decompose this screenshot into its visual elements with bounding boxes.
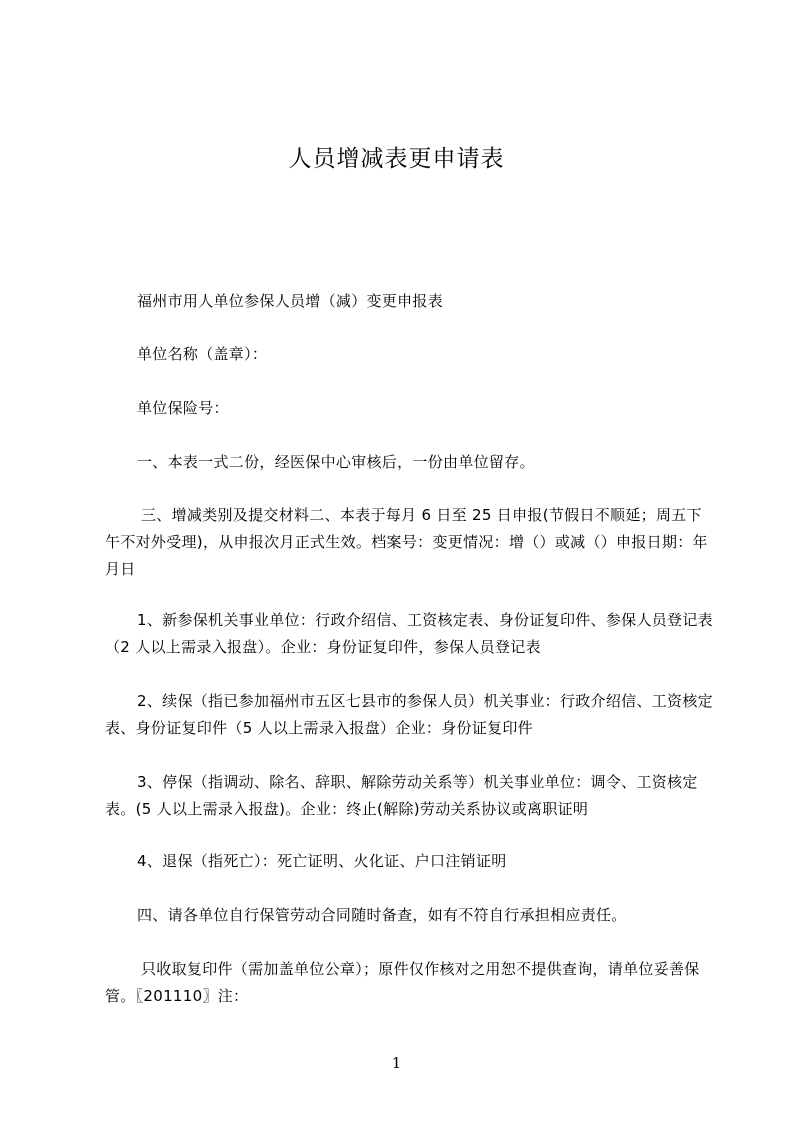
page-number: 1 [391,1054,402,1072]
list-item: 4、退保（指死亡）：死亡证明、火化证、户口注销证明 [137,852,507,870]
page-title: 人员增减表更申请表 [288,146,505,172]
list-item: 3、停保（指调动、除名、辞职、解除劳动关系等）机关事业单位：调令、工资核定表。(5 人以上需录入报盘)。企业：终止(解除)劳动关系协议或离职证明 [105,773,698,818]
note-paragraph: 一、本表一式二份，经医保中心审核后，一份由单位留存。 [137,453,535,471]
list-item: 1、新参保机关事业单位：行政介绍信、工资核定表、身份证复印件、参保人员登记表（2 人以上需录入报盘）。企业：身份证复印件，参保人员登记表 [105,611,713,656]
form-name-line: 福州市用人单位参保人员增（减）变更申报表 [137,292,444,310]
unit-name-line: 单位名称（盖章）： [137,345,268,363]
list-item: 2、续保（指已参加福州市五区七县市的参保人员）机关事业：行政介绍信、工资核定表、身份证复印件（5 人以上需录入报盘）企业：身份证复印件 [105,692,713,737]
note-paragraph: 只收取复印件（需加盖单位公章）；原件仅作核对之用恕不提供查询，请单位妥善保管。〖201110〗注： [105,960,700,1005]
note-paragraph: 四、请各单位自行保管劳动合同随时备查，如有不符自行承担相应责任。 [137,906,627,924]
unit-insurance-number-line: 单位保险号： [137,399,229,417]
note-paragraph: 三、增减类别及提交材料二、本表于每月 6 日至 25 日申报(节假日不顺延；周五下午不对外受理)，从申报次月正式生效。档案号：变更情况：增（）或减（）申报日期：年月日 [105,506,708,578]
